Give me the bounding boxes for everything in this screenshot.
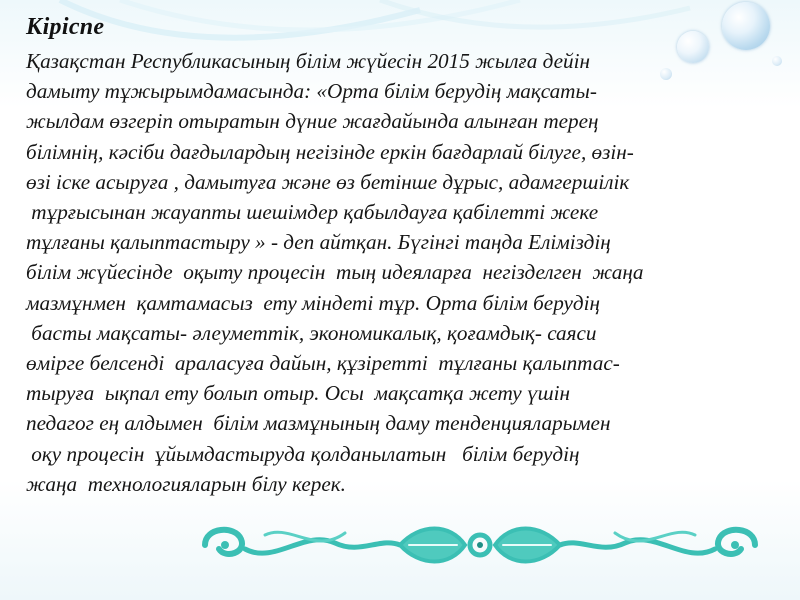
paragraph-line: мазмұнмен қамтамасыз ету міндеті тұр. Орта білім берудің [26, 290, 600, 315]
paragraph-line: дамыту тұжырымдамасында: «Орта білім берудің мақсаты- [26, 79, 597, 104]
paragraph-line: білім жүйесінде оқыту процесін тың идеяларға негізделген жаңа [26, 260, 644, 285]
paragraph-line: өзі іске асыруға , дамытуға және өз бетінше дұрыс, адамгершілік [26, 169, 630, 194]
paragraph [26, 46, 800, 499]
paragraph-line: тұрғысынан жауапты шешімдер қабылдауға қабілетті жеке [26, 200, 599, 225]
bubble-icon [722, 2, 770, 50]
paragraph-line: Қазақстан Республикасының білім жүйесін 2015 жылға дейін [26, 49, 590, 73]
paragraph-line: тыруға ықпал ету болып отыр. Осы мақсатқа жету үшін [26, 381, 570, 406]
paragraph-line: оқу процесін ұйымдастыруда қолданылатын білім берудің [26, 441, 580, 466]
paragraph-line: білімнің, кәсіби дағдылардың негізінде еркін бағдарлай білуге, өзін- [26, 139, 634, 164]
paragraph-line: жаңа технологияларын білу керек. [26, 471, 346, 496]
paragraph-line: педагог ең алдымен білім мазмұнының даму тенденцияларымен [26, 411, 611, 436]
paragraph-line: жылдам өзгеріп отыратын дүние жағдайында алынған терең [26, 109, 599, 134]
paragraph-line: басты мақсаты- әлеуметтік, экономикалық, қоғамдық- саяси [26, 320, 597, 345]
paragraph-line: өмірге белсенді араласуға дайын, құзіретті тұлғаны қалыптас- [26, 351, 620, 376]
paragraph-line: тұлғаны қалыптастыру » - деп айтқан. Бүгінгі таңда Еліміздің [26, 230, 611, 255]
scroll-ornament-icon [195, 515, 765, 575]
slide-title: Кіріспе [26, 14, 105, 40]
